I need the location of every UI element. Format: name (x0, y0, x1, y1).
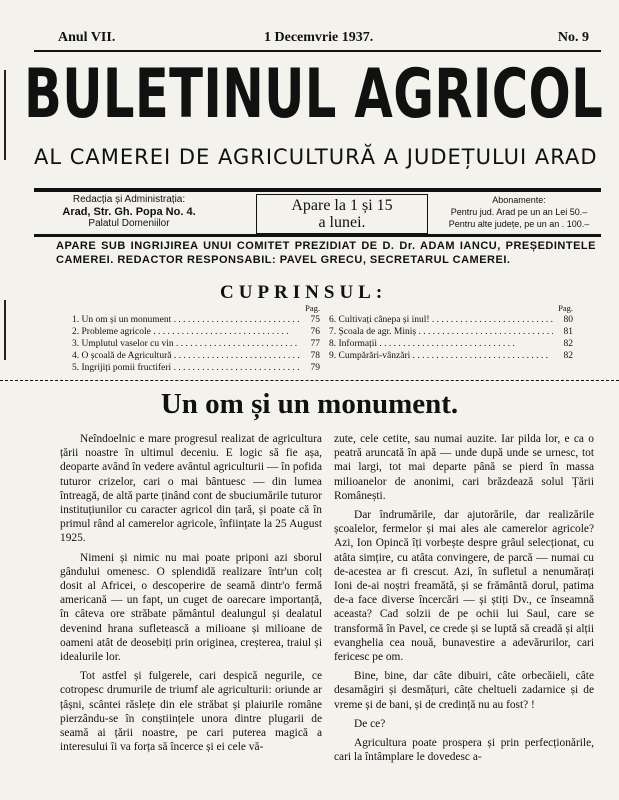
toc-entry-page: 81 (563, 327, 573, 337)
toc-entry (72, 362, 320, 374)
toc-entry-title: 9. Cumpărări-vânzări . . . (329, 350, 553, 362)
page-edge-mark (4, 300, 6, 360)
toc-page-label: Pag. (305, 303, 320, 313)
toc-entry (329, 350, 573, 362)
masthead-top-rule (34, 188, 601, 192)
editorial-address (34, 194, 224, 232)
toc-entry (72, 326, 320, 338)
toc-bottom-rule (0, 380, 619, 381)
subscription-other: Pentru alte județe, pe un an . 100.– (448, 219, 590, 229)
article-paragraph: Dar îndrumările, dar ajutorările, dar realizările școalelor, fermelor și mai ales ale camerelor agricole? Azi, Ion Opincă îți vorbește despre grâul selecționat, cu atâta simțire, cu atâta convingere, de parcă — numai cu de-acestea ar fi crescut. Azi, în sufletul a nenumărați Ioni de-ai noștri freamătă, și se frământă dorul, patima de-a face diverse încercări — și știți Dv., ce înseamnă aceasta? Cad solzii de pe ochii lui Saul, care se transformă în Pavel, ce crede și se luptă să creadă și alții evanghelia cea nouă, bunavestire a adevărurilor, cari fericesc pe om. (334, 509, 594, 664)
issue-date: 1 Decemvrie 1937. (264, 30, 374, 45)
article-paragraph: De ce? (354, 717, 386, 730)
address-building: Palatul Domeniilor (88, 218, 170, 229)
toc-entry-page: 82 (563, 339, 573, 349)
frequency-line-2: a lunei. (318, 214, 366, 231)
frequency-line-1: Apare la 1 și 15 (291, 197, 393, 214)
article-column-right (334, 432, 594, 769)
subscription-prices (434, 194, 604, 232)
page-edge-mark (4, 70, 6, 160)
subscription-label: Abonamente: (492, 195, 546, 205)
masthead-info (34, 194, 601, 232)
article-title: Un om și un monument. (160, 388, 459, 420)
toc-right-column (329, 302, 573, 362)
toc-entry-title: 1. Un om și un monument . . . (72, 314, 300, 326)
masthead-bottom-rule (34, 234, 601, 237)
article-paragraph: Tot astfel și fulgerele, cari despică negurile, ce cotropesc drumurile de triumf ale agriculturii: oriunde ar țâșni, scântei răslețe din ele străbat și plaiurile române pierzându-se în conștiințele unora dintre plugarii de seamă ai țării noastre, pe cari puterea magică a interesului îi va forța să încerce și ei cele vă- (60, 670, 322, 754)
toc-entry-title: 6. Cultivați cânepa și inul! . . . (329, 314, 553, 326)
toc-entry-title: 2. Probleme agricole . . . (72, 326, 300, 338)
issue-year: Anul VII. (58, 30, 116, 45)
address-line: Arad, Str. Gh. Popa No. 4. (62, 206, 196, 218)
article-paragraph: Nimeni și nimic nu mai poate priponi azi sborul gândului omenesc. O splendidă realizare într'un colț dosit al Africei, o descoperire de seamă dintr'o fermă americană — un fapt, un cuget de oarecare importanță, în câteva ore străbate pământul dealungul și dealatul devenind hrana sufletească a milioane și milioane de oameni atât de deosebiți prin originea, creșterea, traiul și idealurile lor. (60, 551, 322, 664)
toc-entry-title: 5. Ingrijiți pomii fructiferi . . . (72, 362, 300, 374)
article-paragraph: Neîndoelnic e mare progresul realizat de agricultura țării noastre în ultimul deceniu. E logic să fie așa, deoparte având în vedere avântul agriculturii — în pofida tuturor crizelor, cari o mai bântuesc — din lumea întreagă, de altă parte ținând cont de sbuciumările tuturor instituțiunilor cu caracter agricol din țară, și poate că în primul rând al camerelor agricole, înființate la 25 August 1925. (60, 433, 322, 545)
header-rule (34, 50, 601, 52)
toc-entry (72, 338, 320, 350)
toc-entry-page: 76 (310, 327, 320, 337)
toc-entry (72, 314, 320, 326)
newspaper-title: BULETINUL AGRICOL (24, 55, 604, 134)
toc-title: CUPRINSUL: (220, 282, 388, 303)
article-column-left (60, 432, 322, 759)
article-paragraph: Bine, bine, dar câte dibuiri, câte orbecăieli, câte desamăgiri și desmățuri, câte cheltueli zadarnice și de vreme și de bani, și de credință nu au fost? ! (334, 670, 594, 711)
toc-entry-page: 80 (563, 315, 573, 325)
toc-entry (329, 326, 573, 338)
toc-entry-page: 82 (563, 351, 573, 361)
toc-entry-title: 8. Informații . . . (329, 338, 553, 350)
toc-entry (72, 350, 320, 362)
toc-entry-page: 75 (310, 315, 320, 325)
address-label: Redacția și Administrația: (72, 194, 186, 205)
toc-entry-page: 77 (310, 339, 320, 349)
toc-entry-page: 78 (310, 351, 320, 361)
toc-page-label: Pag. (558, 303, 573, 313)
toc-entry-title: 4. O școală de Agricultură . . . (72, 350, 300, 362)
newspaper-subtitle: AL CAMEREI DE AGRICULTURĂ A JUDEȚULUI ARAD (34, 145, 598, 169)
toc-left-column (72, 302, 320, 374)
toc-entry-title: 7. Școala de agr. Miniș . . . (329, 326, 553, 338)
editorial-notice: APARE SUB INGRIJIREA UNUI COMITET PREZIDIAT DE D. Dr. ADAM IANCU, PREȘEDINTELE CAMEREI. REDACTOR RESPONSABIL: PAVEL GRECU, SECRETARUL CAMEREI. (56, 240, 596, 266)
publication-frequency (256, 194, 428, 234)
article-paragraph: Agricultura poate prospera și prin perfecționările, cari la întâmplare le dovedesc a- (334, 737, 594, 764)
toc-entry (329, 338, 573, 350)
issue-header (58, 30, 589, 50)
article-paragraph: zute, cele cetite, sau numai auzite. Iar pilda lor, e ca o peatră aruncată în apă — unde după unde se urnesc, tot mai largi, tot mai departe până se pierd în massa milioanelor de anonimi, cari brăzdează solul Țării Românești. (334, 433, 594, 502)
issue-number: No. 9 (557, 30, 589, 45)
subscription-local: Pentru jud. Arad pe un an Lei 50.– (450, 207, 588, 217)
toc-entry (329, 314, 573, 326)
toc-entry-page: 79 (310, 363, 320, 373)
toc-entry-title: 3. Umplutul vaselor cu vin . . . (72, 338, 300, 350)
